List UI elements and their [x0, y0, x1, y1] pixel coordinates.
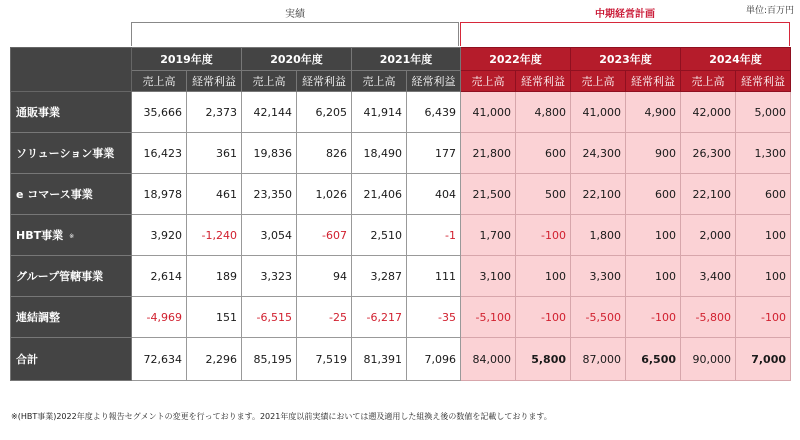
row-label [11, 256, 132, 297]
unit-note: 単位:百万円 [745, 6, 794, 16]
profit-cell: -25 [297, 297, 352, 338]
profit-cell: 361 [187, 133, 242, 174]
bracket-tick-left [131, 22, 132, 46]
sales-cell: 3,300 [571, 256, 626, 297]
profit-cell: -607 [297, 215, 352, 256]
profit-cell: 6,500 [626, 338, 681, 381]
row-label-text: HBT事業 [16, 229, 64, 242]
profit-header: 経常利益 [516, 71, 571, 92]
profit-cell: 100 [736, 215, 791, 256]
sales-cell: 41,914 [352, 92, 407, 133]
bracket-tick-right [789, 22, 790, 46]
profit-header: 経常利益 [736, 71, 791, 92]
sales-cell: -5,100 [461, 297, 516, 338]
sales-cell: 72,634 [132, 338, 187, 381]
sales-cell: -5,500 [571, 297, 626, 338]
row-label [11, 92, 132, 133]
profit-cell: -100 [626, 297, 681, 338]
sales-cell: 3,054 [242, 215, 297, 256]
row-label [11, 297, 132, 338]
sales-cell: 23,350 [242, 174, 297, 215]
profit-cell: 2,296 [187, 338, 242, 381]
year-header: 2022年度 [461, 48, 571, 71]
sales-cell: 3,287 [352, 256, 407, 297]
sales-cell: 2,000 [681, 215, 736, 256]
sales-cell: 35,666 [132, 92, 187, 133]
sales-cell: -5,800 [681, 297, 736, 338]
sales-cell: 85,195 [242, 338, 297, 381]
profit-cell: 100 [626, 215, 681, 256]
sales-cell: 18,978 [132, 174, 187, 215]
row-label [11, 338, 132, 381]
profit-cell: 100 [736, 256, 791, 297]
sales-header: 売上高 [571, 71, 626, 92]
table-row [11, 338, 791, 381]
profit-cell: 5,000 [736, 92, 791, 133]
profit-cell: 4,800 [516, 92, 571, 133]
profit-cell: 5,800 [516, 338, 571, 381]
bracket-line [460, 22, 790, 23]
row-label-text: ソリューション事業 [16, 147, 115, 160]
sales-cell: 81,391 [352, 338, 407, 381]
sales-cell: 2,614 [132, 256, 187, 297]
sales-cell: 90,000 [681, 338, 736, 381]
profit-cell: 1,300 [736, 133, 791, 174]
actual-group-bracket [131, 9, 459, 24]
profit-cell: 7,096 [407, 338, 461, 381]
profit-cell: 826 [297, 133, 352, 174]
sales-cell: 2,510 [352, 215, 407, 256]
profit-cell: -100 [516, 215, 571, 256]
profit-cell: 600 [736, 174, 791, 215]
profit-cell: 6,439 [407, 92, 461, 133]
actual-group-label: 実績 [131, 9, 459, 21]
year-header: 2023年度 [571, 48, 681, 71]
sales-cell: 42,000 [681, 92, 736, 133]
row-label-text: グループ管轄事業 [16, 270, 104, 283]
sales-cell: 42,144 [242, 92, 297, 133]
bracket-line [131, 22, 459, 23]
profit-cell: 1,026 [297, 174, 352, 215]
profit-cell: 404 [407, 174, 461, 215]
bracket-tick-right [458, 22, 459, 46]
profit-cell: 6,205 [297, 92, 352, 133]
profit-cell: -100 [736, 297, 791, 338]
sales-cell: 41,000 [571, 92, 626, 133]
profit-cell: 94 [297, 256, 352, 297]
row-label [11, 133, 132, 174]
sales-cell: 16,423 [132, 133, 187, 174]
sales-cell: 22,100 [571, 174, 626, 215]
profit-cell: 100 [626, 256, 681, 297]
sales-cell: 19,836 [242, 133, 297, 174]
sales-cell: -6,515 [242, 297, 297, 338]
sales-cell: 84,000 [461, 338, 516, 381]
table-row [11, 92, 791, 133]
profit-header: 経常利益 [626, 71, 681, 92]
table-row [11, 256, 791, 297]
row-label-text: 合計 [16, 353, 38, 366]
sales-cell: 22,100 [681, 174, 736, 215]
profit-cell: 7,000 [736, 338, 791, 381]
sales-header: 売上高 [132, 71, 187, 92]
profit-cell: -1 [407, 215, 461, 256]
row-label [11, 174, 132, 215]
profit-cell: 7,519 [297, 338, 352, 381]
profit-cell: -35 [407, 297, 461, 338]
bracket-tick-left [460, 22, 461, 46]
plan-group-label: 中期経営計画 [460, 9, 790, 21]
table-row [11, 133, 791, 174]
row-label [11, 215, 132, 256]
profit-cell: 111 [407, 256, 461, 297]
profit-cell: 600 [516, 133, 571, 174]
sales-cell: -6,217 [352, 297, 407, 338]
profit-cell: 900 [626, 133, 681, 174]
sales-cell: 87,000 [571, 338, 626, 381]
sales-cell: 3,400 [681, 256, 736, 297]
sales-cell: 3,100 [461, 256, 516, 297]
profit-header: 経常利益 [187, 71, 242, 92]
year-header: 2019年度 [132, 48, 242, 71]
sales-cell: 26,300 [681, 133, 736, 174]
sales-cell: 21,800 [461, 133, 516, 174]
profit-cell: 177 [407, 133, 461, 174]
profit-cell: 4,900 [626, 92, 681, 133]
sales-header: 売上高 [242, 71, 297, 92]
profit-cell: 500 [516, 174, 571, 215]
profit-cell: 461 [187, 174, 242, 215]
profit-header: 経常利益 [407, 71, 461, 92]
year-header-row [11, 48, 791, 71]
table-row [11, 215, 791, 256]
row-label-text: 通販事業 [16, 106, 60, 119]
sales-cell: -4,969 [132, 297, 187, 338]
profit-cell: -1,240 [187, 215, 242, 256]
profit-cell: 2,373 [187, 92, 242, 133]
footnote: ※(HBT事業)2022年度より報告セグメントの変更を行っております。2021年度以前実績においては遡及適用した組換え後の数値を記載しております。 [11, 412, 552, 421]
sales-cell: 1,800 [571, 215, 626, 256]
profit-cell: -100 [516, 297, 571, 338]
sales-cell: 1,700 [461, 215, 516, 256]
year-header: 2021年度 [352, 48, 461, 71]
year-header: 2024年度 [681, 48, 791, 71]
sales-cell: 18,490 [352, 133, 407, 174]
profit-cell: 189 [187, 256, 242, 297]
sales-cell: 21,406 [352, 174, 407, 215]
table-row [11, 174, 791, 215]
corner-cell [11, 48, 132, 92]
row-label-text: 連結調整 [16, 311, 60, 324]
profit-header: 経常利益 [297, 71, 352, 92]
table-row [11, 297, 791, 338]
sales-cell: 21,500 [461, 174, 516, 215]
sales-cell: 3,920 [132, 215, 187, 256]
year-header: 2020年度 [242, 48, 352, 71]
sales-header: 売上高 [681, 71, 736, 92]
results-table [10, 47, 791, 381]
profit-cell: 151 [187, 297, 242, 338]
sales-cell: 41,000 [461, 92, 516, 133]
sales-header: 売上高 [352, 71, 407, 92]
profit-cell: 100 [516, 256, 571, 297]
row-note-mark: ※ [69, 232, 75, 240]
sales-cell: 24,300 [571, 133, 626, 174]
sales-header: 売上高 [461, 71, 516, 92]
row-label-text: e コマース事業 [16, 188, 93, 201]
sales-cell: 3,323 [242, 256, 297, 297]
profit-cell: 600 [626, 174, 681, 215]
